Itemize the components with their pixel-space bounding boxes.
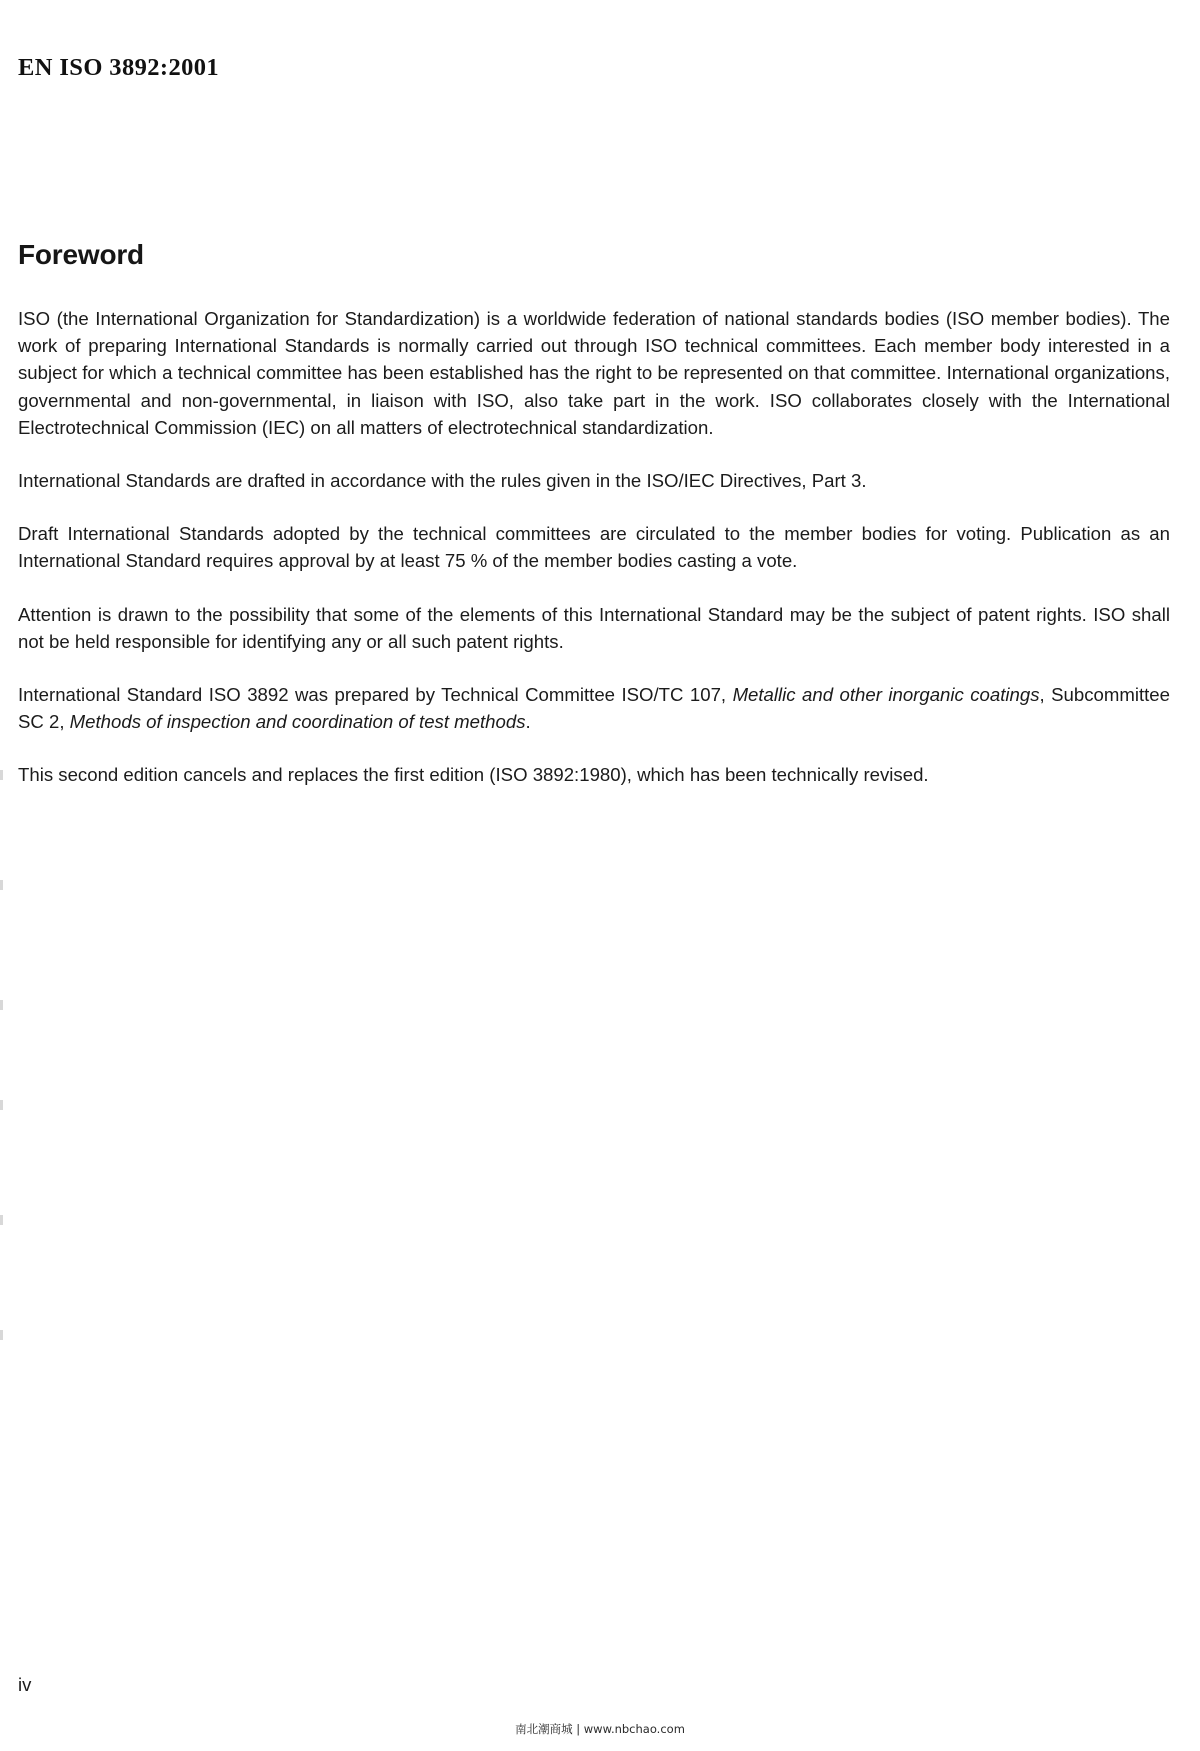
- foreword-paragraph-2: International Standards are drafted in accordance with the rules given in the ISO/IEC Directives, Part 3.: [18, 470, 867, 492]
- footer-watermark: 南北潮商城 | www.nbchao.com: [515, 1722, 685, 1736]
- foreword-paragraph-4: Attention is drawn to the possibility that some of the elements of this International Standard may be the subject of patent rights. ISO shall not be held responsible for identifying any or all such patent rights.: [18, 603, 1170, 652]
- foreword-paragraph-6: This second edition cancels and replaces the first edition (ISO 3892:1980), which has been technically revised.: [18, 764, 929, 786]
- foreword-paragraph-3: Draft International Standards adopted by the technical committees are circulated to the member bodies for voting. Publication as an International Standard requires approval by at least 75 % of the member bodies casting a vote.: [18, 523, 1170, 572]
- running-header: EN ISO 3892:2001: [18, 54, 220, 81]
- page-number: iv: [18, 1674, 32, 1695]
- committee-sentence-lead: International Standard ISO 3892 was prepared by Technical Committee ISO/TC 107,: [18, 684, 733, 706]
- subcommittee-title-italic: Methods of inspection and coordination of test methods: [69, 711, 526, 733]
- committee-sentence-tail: .: [525, 711, 531, 733]
- foreword-paragraph-5: [18, 681, 1170, 735]
- foreword-paragraph-1: ISO (the International Organization for Standardization) is a worldwide federation of national standards bodies (ISO member bodies). The work of preparing International Standards is normally carried out through ISO technical committees. Each member body interested in a subject for which a technical committee has been established has the right to be represented on that committee. International organizations, governmental and non-governmental, in liaison with ISO, also take part in the work. ISO collaborates closely with the International Electrotechnical Commission (IEC) on all matters of electrotechnical standardization.: [18, 308, 1170, 438]
- committee-title-italic: Metallic and other inorganic coatings: [732, 684, 1040, 706]
- scan-edge-artifacts: [0, 0, 6, 1751]
- page-content: [18, 238, 1170, 789]
- subcommittee-sentence-middle: , Subcommittee SC 2,: [18, 684, 1170, 733]
- page-title: Foreword: [18, 239, 144, 270]
